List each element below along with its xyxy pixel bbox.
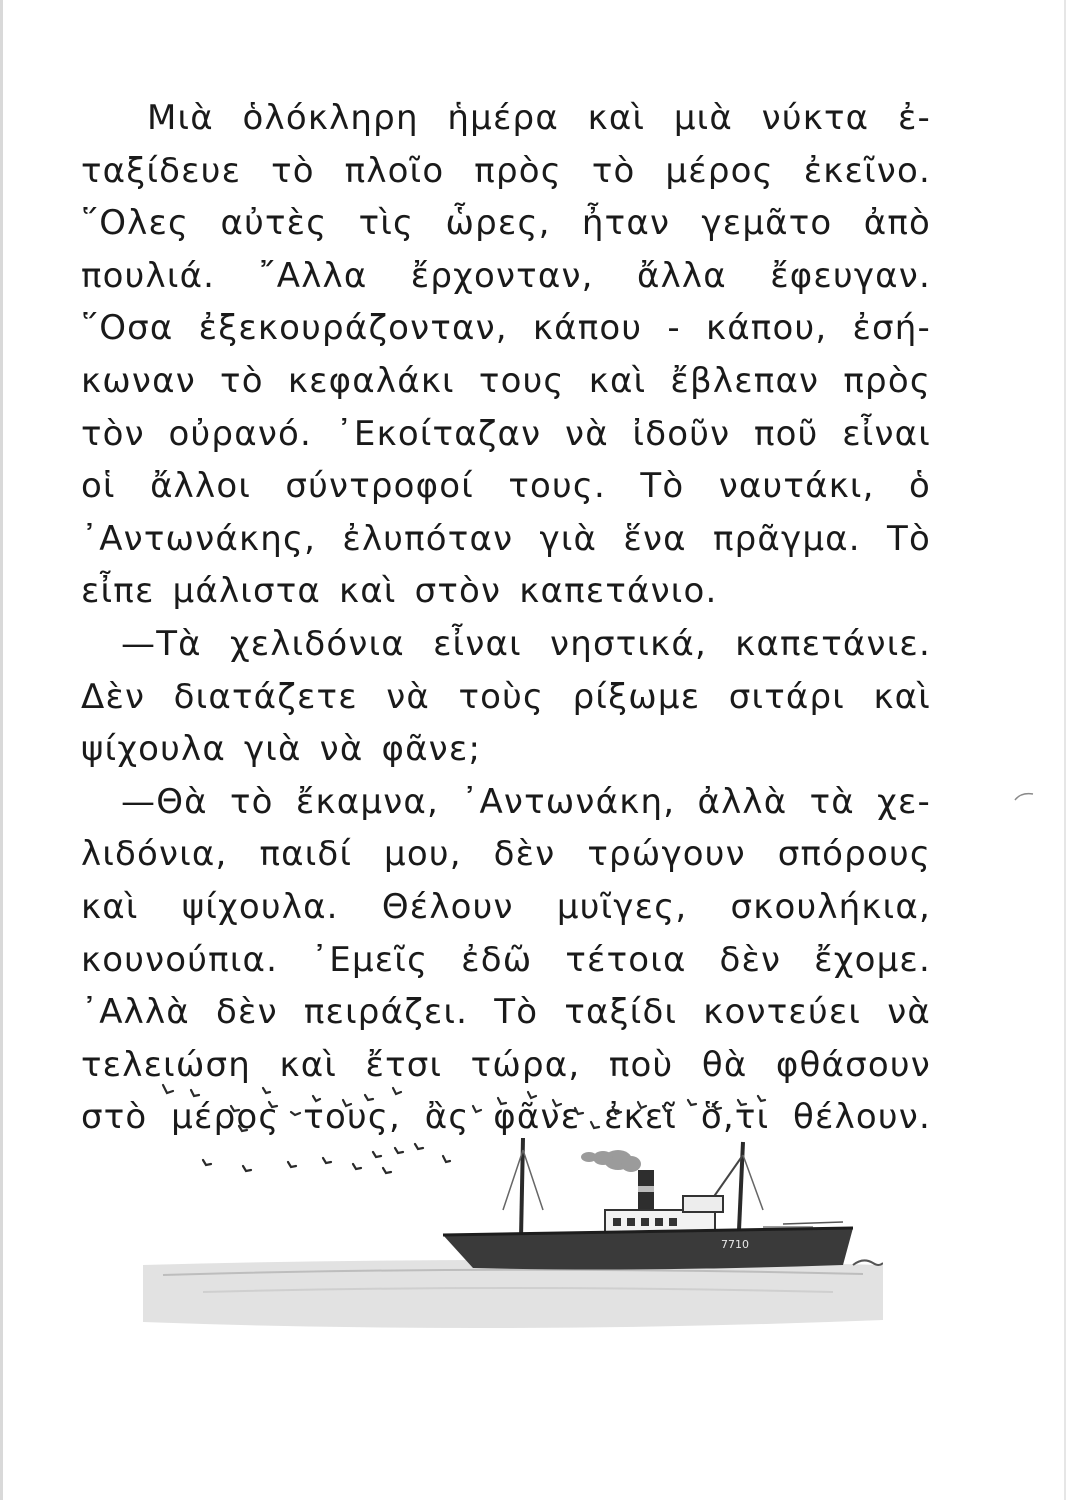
text-line: εἶπε μάλιστα καὶ στὸν καπετάνιο. xyxy=(81,571,718,612)
text-line: πουλιά. ῎Αλλα ἔρχονταν, ἄλλα ἔφευγαν. xyxy=(81,255,931,296)
story-text xyxy=(81,92,931,1144)
text-line: κωναν τὸ κεφαλάκι τους καὶ ἔβλεπαν πρὸς xyxy=(81,360,931,401)
swallows-flock xyxy=(163,1085,765,1173)
ship-illustration xyxy=(143,1060,883,1340)
text-line: ᾿Αντωνάκης, ἐλυπόταν γιὰ ἕνα πρᾶγμα. Τὸ xyxy=(81,518,931,559)
text-line: καὶ ψίχουλα. Θέλουν μυῖγες, σκουλήκια, xyxy=(81,886,931,927)
dialogue-line: —Θὰ τὸ ἔκαμνα, ᾿Αντωνάκη, ἀλλὰ τὰ χε- xyxy=(121,781,931,822)
text-line: τὸν οὐρανό. ᾿Εκοίταζαν νὰ ἰδοῦν ποῦ εἶναι xyxy=(81,413,931,454)
text-line: στὸ μέρος τους, ἂς φᾶνε ἐκεῖ ὅ,τι θέλουν. xyxy=(81,1097,931,1138)
text-line: ᾿Αλλὰ δὲν πειράζει. Τὸ ταξίδι κοντεύει νὰ xyxy=(81,992,931,1033)
text-line: κουνούπια. ᾿Εμεῖς ἐδῶ τέτοια δὲν ἔχομε. xyxy=(81,939,931,980)
page-speck xyxy=(1013,790,1035,804)
text-line: τελειώση καὶ ἔτσι τώρα, ποὺ θὰ φθάσουν xyxy=(81,1044,931,1085)
text-line: οἱ ἄλλοι σύντροφοί τους. Τὸ ναυτάκι, ὁ xyxy=(81,466,931,507)
dialogue-line: —Τὰ χελιδόνια εἶναι νηστικά, καπετάνιε. xyxy=(121,623,931,664)
smoke xyxy=(581,1150,641,1172)
text-line: ῞Οσα ἐξεκουράζονταν, κάπου - κάπου, ἐσή- xyxy=(81,308,931,349)
ship-hull-number: 7710 xyxy=(721,1238,749,1251)
text-line: Μιὰ ὁλόκληρη ἡμέρα καὶ μιὰ νύκτα ἐ- xyxy=(147,98,931,138)
steamship xyxy=(443,1138,853,1269)
text-line: Δὲν διατάζετε νὰ τοὺς ρίξωμε σιτάρι καὶ xyxy=(81,676,931,717)
text-line: ῞Ολες αὐτὲς τὶς ὧρες, ἦταν γεμᾶτο ἀπὸ xyxy=(81,203,931,244)
text-line: ταξίδευε τὸ πλοῖο πρὸς τὸ μέρος ἐκεῖνο. xyxy=(81,150,931,191)
text-line: λιδόνια, παιδί μου, δὲν τρώγουν σπόρους xyxy=(81,834,931,875)
sea xyxy=(143,1260,883,1328)
text-line: ψίχουλα γιὰ νὰ φᾶνε; xyxy=(81,729,482,770)
